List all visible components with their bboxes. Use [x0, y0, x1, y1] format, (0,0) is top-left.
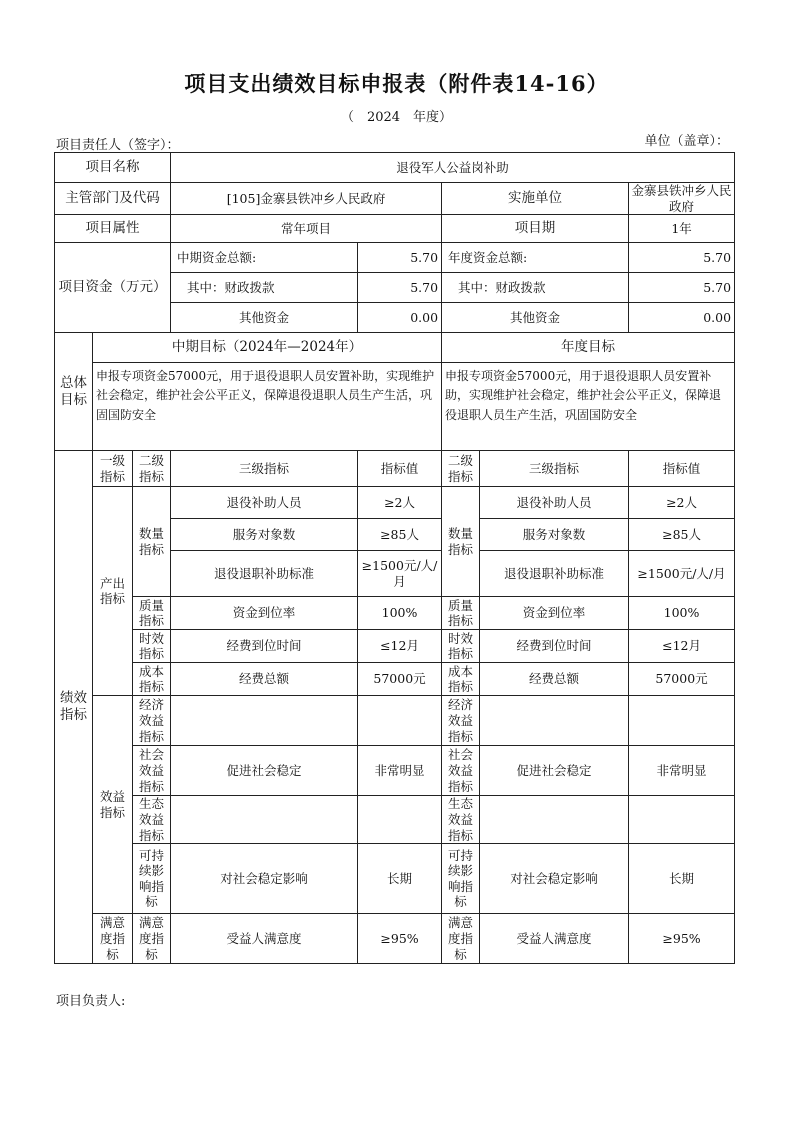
satisfaction-sub-label-year: 满意度指标: [442, 914, 480, 964]
indicator-name: 服务对象数: [171, 519, 358, 551]
indicator-value: 100%: [358, 597, 442, 630]
eco-indicator-label-year: 生态效益指标: [442, 796, 480, 844]
eco-indicator-label: 生态效益指标: [133, 796, 171, 844]
period-label: 项目期: [442, 215, 629, 243]
social-indicator-label-year: 社会效益指标: [442, 746, 480, 796]
dept-value: [105]金寨县铁冲乡人民政府: [171, 183, 442, 215]
responsible-signature-label: 项目责任人（签字）：: [56, 138, 180, 153]
indicator-value-year: ≥2人: [629, 487, 735, 519]
indicator-value-year: 100%: [629, 597, 735, 630]
indicator-value-empty-year: [629, 796, 735, 844]
indicator-value-year: 非常明显: [629, 746, 735, 796]
period-value: 1年: [629, 215, 735, 243]
year-line: （ 2024 年度）: [340, 110, 453, 125]
indicator-value: 非常明显: [358, 746, 442, 796]
mid-fiscal-label: 其中：财政拨款: [171, 273, 358, 303]
indicator-value-year: ≤12月: [629, 630, 735, 663]
indicator-value: 长期: [358, 844, 442, 914]
indicator-value-year: 长期: [629, 844, 735, 914]
indicator-value: ≥1500元/人/月: [358, 551, 442, 597]
indicator-name-empty: [171, 796, 358, 844]
indicators-label: 绩效指标: [55, 451, 93, 964]
year-total-value: 5.70: [629, 243, 735, 273]
level1-header: 一级指标: [93, 451, 133, 487]
sustain-indicator-label-year: 可持续影响指标: [442, 844, 480, 914]
quality-indicator-label: 质量指标: [133, 597, 171, 630]
year-fiscal-value: 5.70: [629, 273, 735, 303]
indicator-value: ≥85人: [358, 519, 442, 551]
indicator-name-year: 退役补助人员: [480, 487, 629, 519]
page-title: 项目支出绩效目标申报表（附件表14-16）: [184, 71, 609, 96]
indicator-name: 经费到位时间: [171, 630, 358, 663]
value-header: 指标值: [358, 451, 442, 487]
indicator-value: ≤12月: [358, 630, 442, 663]
year-other-label: 其他资金: [442, 303, 629, 333]
qty-indicator-label-year: 数量指标: [442, 487, 480, 597]
output-indicator-label: 产出指标: [93, 487, 133, 696]
level3-header: 三级指标: [171, 451, 358, 487]
value-header-year: 指标值: [629, 451, 735, 487]
year-total-label: 年度资金总额:: [442, 243, 629, 273]
indicator-value: 57000元: [358, 663, 442, 696]
mid-total-value: 5.70: [358, 243, 442, 273]
indicator-name-year: 受益人满意度: [480, 914, 629, 964]
indicator-name: 资金到位率: [171, 597, 358, 630]
indicator-name: 受益人满意度: [171, 914, 358, 964]
level2-header-year: 二级指标: [442, 451, 480, 487]
mid-goal-header: 中期目标（2024年—2024年）: [93, 333, 442, 363]
mid-other-value: 0.00: [358, 303, 442, 333]
indicator-value-year: 57000元: [629, 663, 735, 696]
dept-label: 主管部门及代码: [55, 183, 171, 215]
impl-unit-label: 实施单位: [442, 183, 629, 215]
qty-indicator-label: 数量指标: [133, 487, 171, 597]
indicator-value-empty: [358, 696, 442, 746]
indicator-name-empty-year: [480, 796, 629, 844]
indicator-value-year: ≥95%: [629, 914, 735, 964]
mid-other-label: 其他资金: [171, 303, 358, 333]
benefit-indicator-label: 效益指标: [93, 696, 133, 914]
time-indicator-label: 时效指标: [133, 630, 171, 663]
performance-goal-table: [54, 152, 735, 964]
indicator-name-empty: [171, 696, 358, 746]
social-indicator-label: 社会效益指标: [133, 746, 171, 796]
project-name-value: 退役军人公益岗补助: [171, 153, 735, 183]
level2-header: 二级指标: [133, 451, 171, 487]
indicator-value-empty: [358, 796, 442, 844]
project-name-label: 项目名称: [55, 153, 171, 183]
indicator-name-year: 经费到位时间: [480, 630, 629, 663]
indicator-value-year: ≥85人: [629, 519, 735, 551]
indicator-name: 退役退职补助标准: [171, 551, 358, 597]
project-leader-label: 项目负责人:: [56, 994, 126, 1009]
mid-fiscal-value: 5.70: [358, 273, 442, 303]
mid-goal-text: 申报专项资金57000元，用于退役退职人员安置补助，实现维护社会稳定，维护社会公平正义，保障退役退职人员生产生活，巩固国防安全: [93, 363, 442, 451]
indicator-name: 退役补助人员: [171, 487, 358, 519]
indicator-name: 促进社会稳定: [171, 746, 358, 796]
cost-indicator-label-year: 成本指标: [442, 663, 480, 696]
attr-label: 项目属性: [55, 215, 171, 243]
cost-indicator-label: 成本指标: [133, 663, 171, 696]
indicator-value: ≥95%: [358, 914, 442, 964]
attr-value: 常年项目: [171, 215, 442, 243]
level3-header-year: 三级指标: [480, 451, 629, 487]
year-fiscal-label: 其中：财政拨款: [442, 273, 629, 303]
indicator-name-year: 服务对象数: [480, 519, 629, 551]
year-other-value: 0.00: [629, 303, 735, 333]
impl-unit-value: 金寨县铁冲乡人民政府: [629, 183, 735, 215]
indicator-name-year: 经费总额: [480, 663, 629, 696]
indicator-name-year: 资金到位率: [480, 597, 629, 630]
economic-indicator-label: 经济效益指标: [133, 696, 171, 746]
indicator-name-year: 对社会稳定影响: [480, 844, 629, 914]
economic-indicator-label-year: 经济效益指标: [442, 696, 480, 746]
time-indicator-label-year: 时效指标: [442, 630, 480, 663]
indicator-value-empty-year: [629, 696, 735, 746]
quality-indicator-label-year: 质量指标: [442, 597, 480, 630]
indicator-value: ≥2人: [358, 487, 442, 519]
satisfaction-indicator-label: 满意度指标: [93, 914, 133, 964]
unit-seal-label: 单位（盖章）：: [644, 134, 729, 149]
sustain-indicator-label: 可持续影响指标: [133, 844, 171, 914]
mid-total-label: 中期资金总额:: [171, 243, 358, 273]
indicator-name: 对社会稳定影响: [171, 844, 358, 914]
year-goal-text: 申报专项资金57000元，用于退役退职人员安置补助，实现维护社会稳定，维护社会公平正义，保障退役退职人员生产生活，巩固国防安全: [442, 363, 735, 451]
overall-goal-label: 总体目标: [55, 333, 93, 451]
year-goal-header: 年度目标: [442, 333, 735, 363]
indicator-name-year: 退役退职补助标准: [480, 551, 629, 597]
satisfaction-sub-label: 满意度指标: [133, 914, 171, 964]
indicator-value-year: ≥1500元/人/月: [629, 551, 735, 597]
indicator-name-empty-year: [480, 696, 629, 746]
indicator-name: 经费总额: [171, 663, 358, 696]
funds-label: 项目资金（万元）: [55, 243, 171, 333]
indicator-name-year: 促进社会稳定: [480, 746, 629, 796]
